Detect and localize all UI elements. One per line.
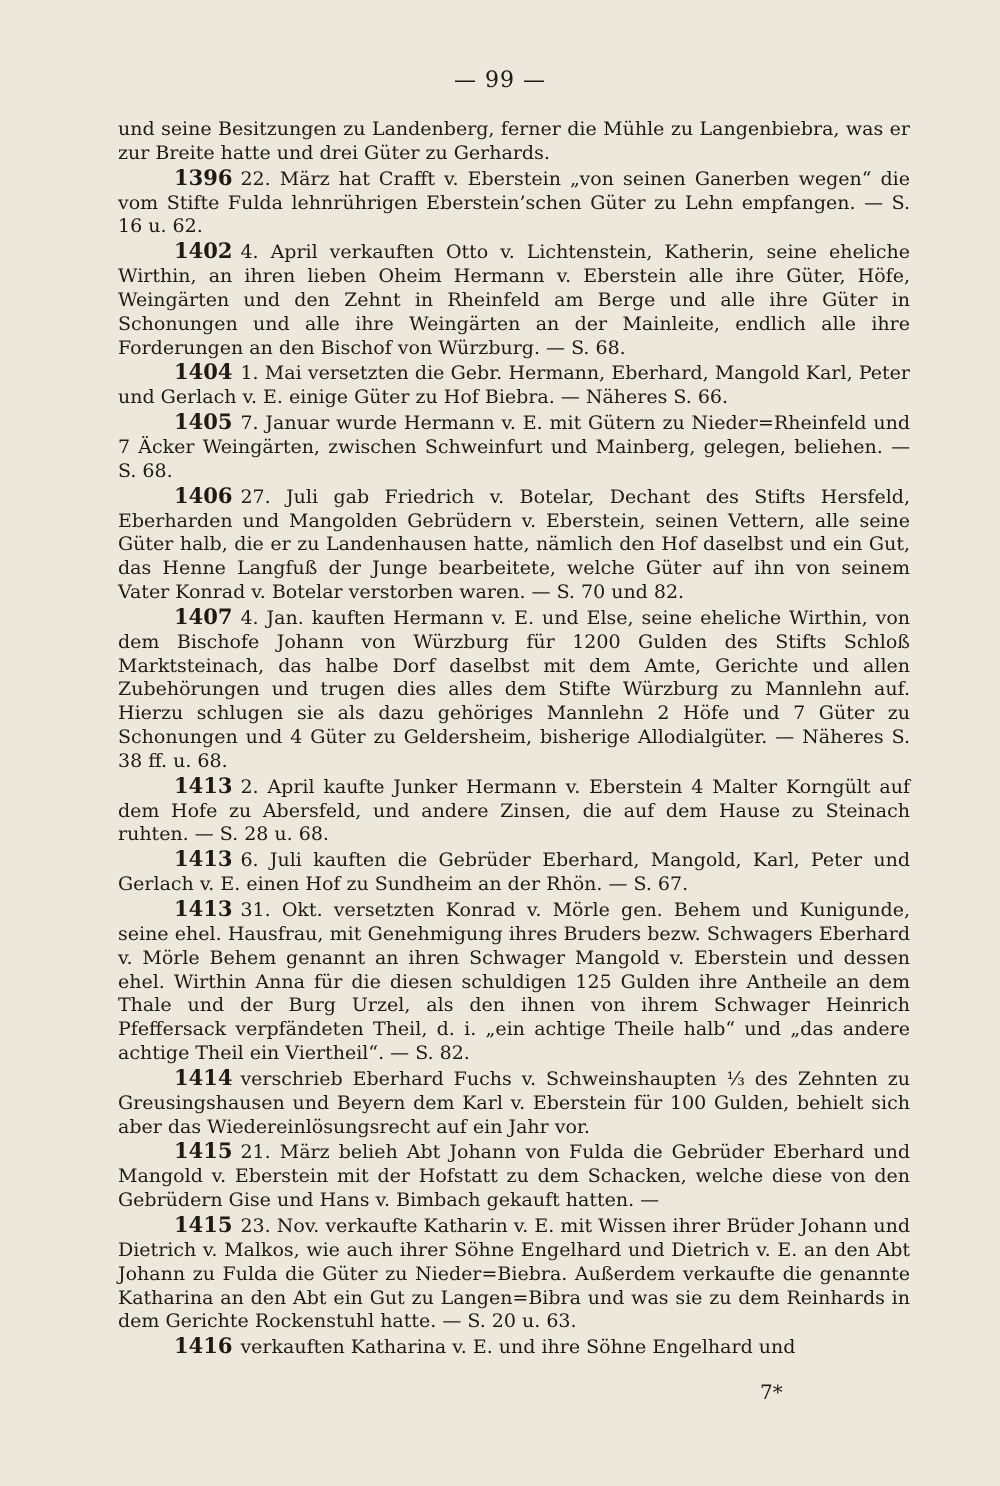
page-number: — 99 — [454, 68, 546, 93]
entry-1413-october [118, 897, 910, 1066]
entry-1405 [118, 410, 910, 484]
entry-year: 1415 [174, 1211, 233, 1237]
entry-year: 1402 [174, 238, 233, 264]
entry-1413-april [118, 774, 910, 848]
entry-1415-november [118, 1213, 910, 1334]
entry-text: 2. April kaufte Junker Hermann v. Eberstein 4 Malter Korngült auf dem Hofe zu Abersfeld, und andere Zinsen, die auf dem Hause zu Steinach ruhten. — S. 28 u. 68. [118, 775, 910, 846]
entry-text: 4. Jan. kauften Hermann v. E. und Else, seine eheliche Wirthin, von dem Bischofe Johann von Würzburg für 1200 Gulden des Stifts Schloß Marktsteinach, das halbe Dorf daselbst mit dem Amte, Gerichte und allen Zubehörungen und trugen dies alles dem Stifte Würzburg zu Mannlehn auf. Hierzu schlugen sie als dazu gehöriges Mannlehn 2 Höfe und 7 Güter zu Schonungen und 4 Güter zu Geldersheim, bisherige Allodialgüter. — Näheres S. 38 ff. u. 68. [118, 606, 910, 772]
entry-1406 [118, 484, 910, 605]
entry-1404 [118, 360, 910, 410]
entry-text: 1. Mai versetzten die Gebr. Hermann, Eberhard, Mangold Karl, Peter und Gerlach v. E. einige Güter zu Hof Biebra. — Näheres S. 66. [118, 362, 910, 409]
entry-text: 21. März belieh Abt Johann von Fulda die Gebrüder Eberhard und Mangold v. Eberstein mit der Hofstatt zu dem Schacken, welche diese von den Gebrüdern Gise und Hans v. Bimbach gekauft hatten. — [118, 1141, 910, 1212]
entry-year: 1416 [174, 1333, 233, 1359]
entry-1416 [118, 1334, 910, 1360]
entry-text: verschrieb Eberhard Fuchs v. Schweinshaupten ⅓ des Zehnten zu Greusingshausen und Beyern dem Karl v. Eberstein für 100 Gulden, behielt sich aber das Wiedereinlösungsrecht auf ein Jahr vor. [118, 1067, 910, 1138]
entry-1402 [118, 239, 910, 360]
entry-text: 6. Juli kauften die Gebrüder Eberhard, Mangold, Karl, Peter und Gerlach v. E. einen Hof zu Sundheim an der Rhön. — S. 67. [118, 849, 910, 896]
entry-1415-march [118, 1139, 910, 1213]
entry-text: 31. Okt. versetzten Konrad v. Mörle gen. Behem und Kunigunde, seine ehel. Hausfrau, mit Genehmigung ihres Bruders bezw. Schwagers Eberhard v. Mörle Behem genannt an ihren Schwager Mangold v. Eberstein und dessen ehel. Wirthin Anna für die diesen schuldigen 125 Gulden ihre Antheile an dem Thale und der Burg Urzel, als den ihnen von ihrem Schwager Heinrich Pfeffersack verpfändeten Theil, d. i. „ein achtige Theile halb“ und „das andere achtige Theil ein Viertheil“. — S. 82. [118, 899, 910, 1065]
entry-text: 27. Juli gab Friedrich v. Botelar, Dechant des Stifts Hersfeld, Eberharden und Mangolden Gebrüdern v. Eberstein, seinen Vettern, alle seine Güter halb, die er zu Landenhausen hatte, nämlich den Hof daselbst und ein Gut, das Henne Langfuß der Junge bearbeitete, welche Güter auf ihn von seinem Vater Konrad v. Botelar verstorben waren. — S. 70 und 82. [118, 485, 910, 604]
entry-year: 1414 [174, 1064, 233, 1090]
entry-year: 1407 [174, 603, 233, 629]
entry-1407 [118, 605, 910, 774]
entry-text: 23. Nov. verkaufte Katharin v. E. mit Wissen ihrer Brüder Johann und Dietrich v. Malkos, wie auch ihrer Söhne Engelhard und Dietrich v. E. an den Abt Johann zu Fulda die Güter zu Nieder=Biebra. Außerdem verkaufte die genannte Katharina an den Abt ein Gut zu Langen=Bibra und was sie zu dem Reinhards in dem Gerichte Rockenstuhl hatte. — S. 20 u. 63. [118, 1214, 910, 1333]
entry-text: 22. März hat Crafft v. Eberstein „von seinen Ganerben wegen“ die vom Stifte Fulda lehnrührigen Eberstein’schen Güter zu Lehn empfangen. — S. 16 u. 62. [118, 167, 910, 238]
entry-1396 [118, 166, 910, 240]
entry-year: 1413 [174, 896, 233, 921]
entry-text: 7. Januar wurde Hermann v. E. mit Gütern zu Nieder=Rheinfeld und 7 Äcker Weingärten, zwischen Schweinfurt und Mainberg, gelegen, beliehen. — S. 68. [118, 412, 910, 482]
entry-year: 1413 [174, 772, 233, 798]
entry-year: 1406 [174, 482, 233, 508]
entry-continuation [118, 118, 910, 166]
entry-year: 1396 [174, 164, 233, 190]
entry-text: 4. April verkauften Otto v. Lichtenstein, Katherin, seine eheliche Wirthin, an ihren lieben Oheim Hermann v. Eberstein alle ihre Güter, Höfe, Weingärten und den Zehnt in Rheinfeld am Berge und alle ihre Güter in Schonungen und alle ihre Weingärten an der Mainleite, endlich alle ihre Forderungen an den Bischof von Würzburg. — S. 68. [118, 241, 910, 359]
entry-year: 1404 [174, 359, 233, 385]
entry-1414 [118, 1066, 910, 1140]
entry-year: 1413 [174, 846, 233, 872]
entry-1413-july [118, 847, 910, 897]
entry-year: 1415 [174, 1138, 233, 1164]
entry-year: 1405 [174, 409, 233, 435]
entry-text: und seine Besitzungen zu Landenberg, ferner die Mühle zu Langenbiebra, was er zur Breite hatte und drei Güter zu Gerhards. [118, 118, 910, 164]
body-text [118, 118, 910, 1360]
entry-text: verkauften Katharina v. E. und ihre Söhne Engelhard und [240, 1336, 796, 1359]
signature-mark: 7* [760, 1380, 783, 1404]
